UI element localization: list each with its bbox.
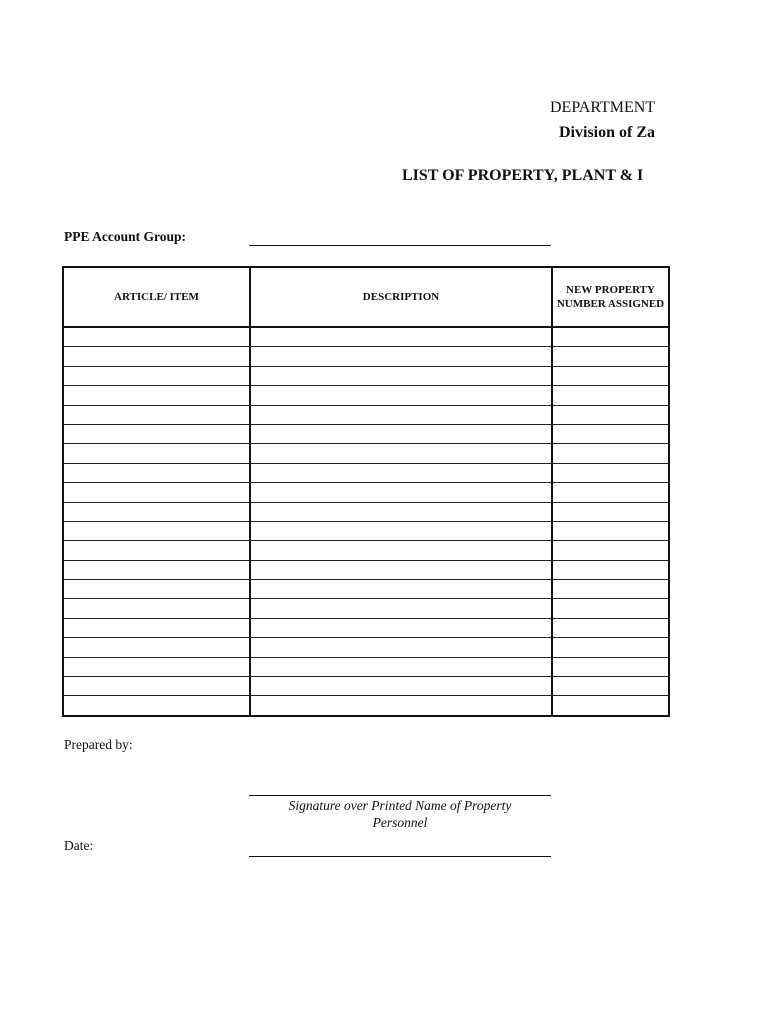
property-number-cell[interactable] — [552, 521, 669, 540]
article-item-cell[interactable] — [63, 327, 250, 347]
division-heading — [0, 124, 668, 146]
property-number-cell[interactable] — [552, 405, 669, 424]
property-number-cell[interactable] — [552, 502, 669, 521]
property-number-cell[interactable] — [552, 657, 669, 676]
table-row — [63, 347, 669, 366]
article-item-cell[interactable] — [63, 405, 250, 424]
property-number-cell[interactable] — [552, 677, 669, 696]
ppe-account-group-label: PPE Account Group: — [64, 229, 187, 244]
description-cell[interactable] — [250, 560, 552, 579]
table-body — [63, 327, 669, 716]
property-number-cell[interactable] — [552, 483, 669, 502]
table-row — [63, 696, 669, 716]
property-list-table — [62, 266, 670, 717]
description-cell[interactable] — [250, 657, 552, 676]
table-row — [63, 327, 669, 347]
table-row — [63, 502, 669, 521]
article-item-cell[interactable] — [63, 677, 250, 696]
table-row — [63, 618, 669, 637]
column-header-line-2: NUMBER ASSIGNED — [556, 298, 665, 310]
property-number-cell[interactable] — [552, 638, 669, 657]
description-cell[interactable] — [250, 405, 552, 424]
description-cell[interactable] — [250, 502, 552, 521]
article-item-cell[interactable] — [63, 521, 250, 540]
column-header-article-item: ARTICLE/ ITEM — [63, 267, 250, 327]
article-item-cell[interactable] — [63, 638, 250, 657]
article-item-cell[interactable] — [63, 696, 250, 716]
description-cell[interactable] — [250, 444, 552, 463]
table-row — [63, 386, 669, 405]
table-row — [63, 580, 669, 599]
description-cell[interactable] — [250, 483, 552, 502]
property-number-cell[interactable] — [552, 541, 669, 560]
property-number-cell[interactable] — [552, 444, 669, 463]
column-header-description: DESCRIPTION — [250, 267, 552, 327]
article-item-cell[interactable] — [63, 618, 250, 637]
description-cell[interactable] — [250, 386, 552, 405]
table-row — [63, 463, 669, 482]
property-number-cell[interactable] — [552, 327, 669, 347]
property-number-cell[interactable] — [552, 599, 669, 618]
property-number-cell[interactable] — [552, 618, 669, 637]
property-number-cell[interactable] — [552, 560, 669, 579]
table-row — [63, 521, 669, 540]
description-cell[interactable] — [250, 327, 552, 347]
article-item-cell[interactable] — [63, 347, 250, 366]
signature-caption-line-2: Personnel — [372, 815, 428, 830]
property-number-cell[interactable] — [552, 424, 669, 443]
article-item-cell[interactable] — [63, 463, 250, 482]
property-number-cell[interactable] — [552, 366, 669, 385]
article-item-cell[interactable] — [63, 541, 250, 560]
table-row — [63, 405, 669, 424]
description-cell[interactable] — [250, 618, 552, 637]
description-cell[interactable] — [250, 424, 552, 443]
article-item-cell[interactable] — [63, 580, 250, 599]
description-cell[interactable] — [250, 347, 552, 366]
description-cell[interactable] — [250, 366, 552, 385]
column-header-new-property-number — [552, 267, 669, 327]
table-header-row — [63, 267, 669, 327]
document-title — [0, 167, 668, 191]
table-row — [63, 657, 669, 676]
table-row — [63, 483, 669, 502]
date-field[interactable] — [249, 856, 551, 857]
description-cell[interactable] — [250, 696, 552, 716]
property-number-cell[interactable] — [552, 463, 669, 482]
description-cell[interactable] — [250, 521, 552, 540]
table-row — [63, 560, 669, 579]
document-title-text: LIST OF PROPERTY, PLANT & I — [402, 167, 644, 184]
property-number-cell[interactable] — [552, 386, 669, 405]
article-item-cell[interactable] — [63, 366, 250, 385]
division-text: Division of Za — [559, 124, 656, 141]
property-number-cell[interactable] — [552, 347, 669, 366]
department-heading — [0, 99, 668, 121]
table-row — [63, 424, 669, 443]
description-cell[interactable] — [250, 599, 552, 618]
article-item-cell[interactable] — [63, 657, 250, 676]
column-header-line-1: NEW PROPERTY — [566, 284, 655, 296]
signature-caption-line-1: Signature over Printed Name of Property — [288, 798, 512, 813]
article-item-cell[interactable] — [63, 444, 250, 463]
article-item-cell[interactable] — [63, 599, 250, 618]
table-row — [63, 444, 669, 463]
description-cell[interactable] — [250, 580, 552, 599]
article-item-cell[interactable] — [63, 386, 250, 405]
property-number-cell[interactable] — [552, 696, 669, 716]
table-row — [63, 366, 669, 385]
description-cell[interactable] — [250, 638, 552, 657]
description-cell[interactable] — [250, 463, 552, 482]
table-row — [63, 677, 669, 696]
article-item-cell[interactable] — [63, 483, 250, 502]
prepared-by-label: Prepared by: — [64, 737, 133, 752]
department-text: DEPARTMENT — [550, 99, 656, 116]
description-cell[interactable] — [250, 541, 552, 560]
table-row — [63, 541, 669, 560]
property-number-cell[interactable] — [552, 580, 669, 599]
article-item-cell[interactable] — [63, 560, 250, 579]
table-row — [63, 638, 669, 657]
article-item-cell[interactable] — [63, 424, 250, 443]
signature-field[interactable] — [249, 795, 551, 796]
description-cell[interactable] — [250, 677, 552, 696]
date-label: Date: — [64, 838, 94, 853]
signature-caption — [249, 797, 551, 831]
table-row — [63, 599, 669, 618]
article-item-cell[interactable] — [63, 502, 250, 521]
ppe-account-group-field[interactable] — [249, 245, 551, 246]
